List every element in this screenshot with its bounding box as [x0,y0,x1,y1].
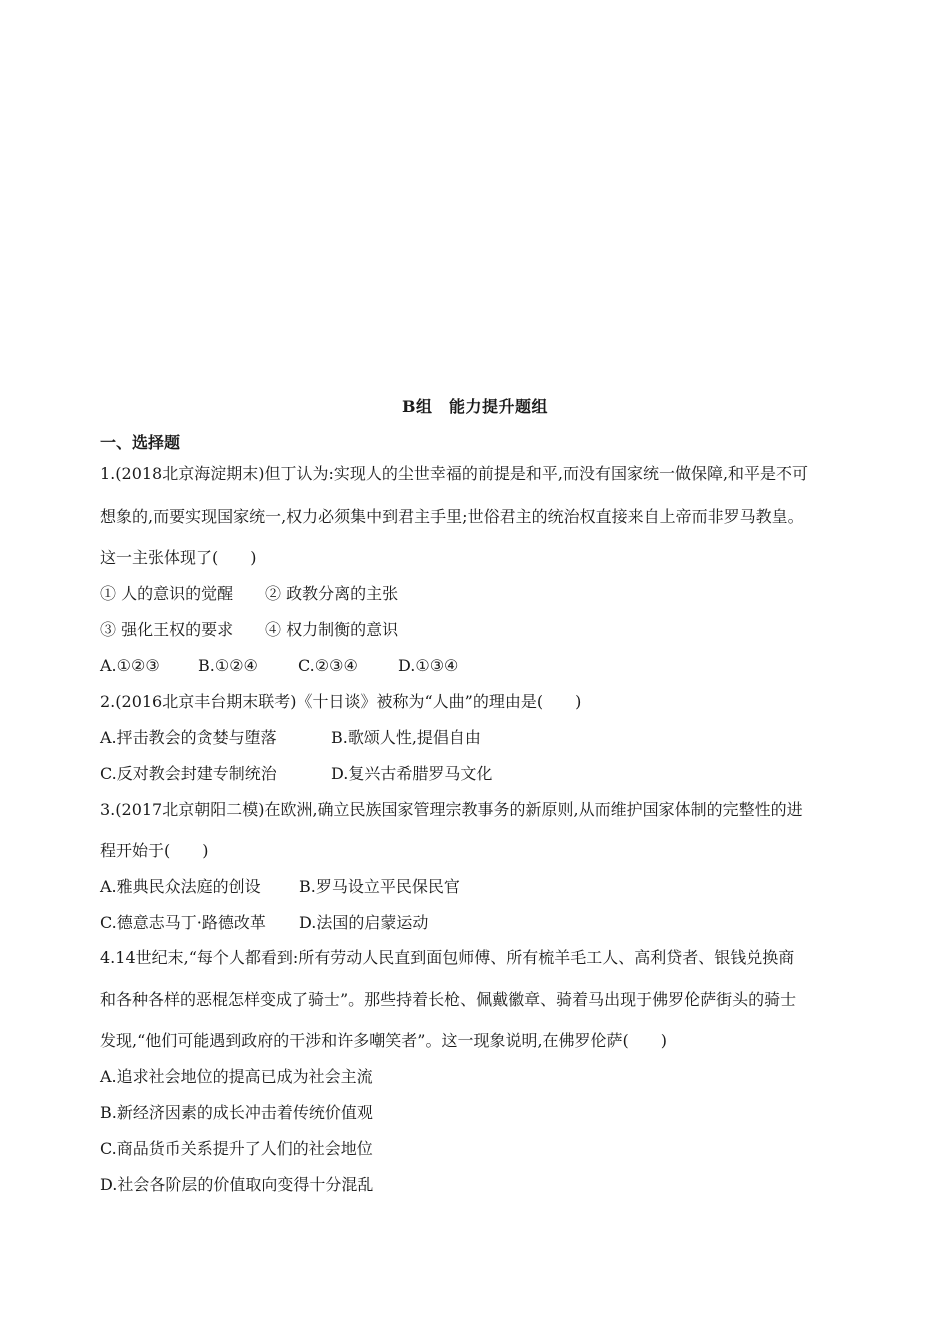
q1-option-c[interactable]: C.②③④ [298,656,358,675]
q4-option-d[interactable]: D.社会各阶层的价值取向变得十分混乱 [100,1175,374,1194]
q1-option-b[interactable]: B.①②④ [198,656,258,675]
q1-options [100,656,458,676]
q4-stem-line-2: 和各种各样的恶棍怎样变成了骑士”。那些持着长枪、佩戴徽章、骑着马出现于佛罗伦萨街头的骑士 [100,990,797,1009]
q1-option-d[interactable]: D.①③④ [398,656,459,675]
q2-option-b[interactable]: B.歌颂人性,提倡自由 [331,728,481,747]
q3-options-row-2 [100,913,428,933]
q1-option-a[interactable]: A.①②③ [100,656,160,675]
group-title: B组 能力提升题组 [401,397,549,416]
q1-item-3: ③ 强化王权的要求 [100,620,234,639]
q3-option-b[interactable]: B.罗马设立平民保民官 [299,877,460,896]
q4-option-b[interactable]: B.新经济因素的成长冲击着传统价值观 [100,1103,373,1122]
q4-option-a[interactable]: A.追求社会地位的提高已成为社会主流 [100,1067,373,1086]
q1-item-2: ② 政教分离的主张 [265,584,399,603]
q3-stem-line-1: 3.(2017北京朝阳二模)在欧洲,确立民族国家管理宗教事务的新原则,从而维护国家体制的完整性的进 [100,800,803,819]
q2-options-row-2 [100,764,492,784]
section-heading: 一、选择题 [100,433,181,452]
q1-item-1: ① 人的意识的觉醒 [100,584,234,603]
q4-option-c[interactable]: C.商品货币关系提升了人们的社会地位 [100,1139,373,1158]
q2-stem-line-1: 2.(2016北京丰台期末联考)《十日谈》被称为“人曲”的理由是( ) [100,692,582,711]
q2-option-d[interactable]: D.复兴古希腊罗马文化 [331,764,493,783]
q3-options-row-1 [100,877,460,897]
q1-items-row-2 [100,620,398,640]
q1-stem-line-1: 1.(2018北京海淀期末)但丁认为:实现人的尘世幸福的前提是和平,而没有国家统一做保障,和平是不可 [100,464,809,483]
q4-stem-line-1: 4.14世纪末,“每个人都看到:所有劳动人民直到面包师傅、所有梳羊毛工人、高利贷者、银钱兑换商 [100,948,795,967]
q2-options-row-1 [100,728,481,748]
q2-option-c[interactable]: C.反对教会封建专制统治 [100,764,277,783]
q2-option-a[interactable]: A.抨击教会的贪婪与堕落 [100,728,277,747]
q3-option-c[interactable]: C.德意志马丁·路德改革 [100,913,266,932]
q3-stem-line-2: 程开始于( ) [100,841,209,860]
q1-stem-line-2: 想象的,而要实现国家统一,权力必须集中到君主手里;世俗君主的统治权直接来自上帝而非罗马教皇。 [100,507,804,526]
q4-stem-line-3: 发现,“他们可能遇到政府的干涉和许多嘲笑者”。这一现象说明,在佛罗伦萨( ) [100,1031,668,1050]
q3-option-a[interactable]: A.雅典民众法庭的创设 [100,877,261,896]
q3-option-d[interactable]: D.法国的启蒙运动 [299,913,429,932]
q1-item-4: ④ 权力制衡的意识 [265,620,399,639]
q1-stem-line-3: 这一主张体现了( ) [100,548,257,567]
q1-items-row-1 [100,584,398,604]
